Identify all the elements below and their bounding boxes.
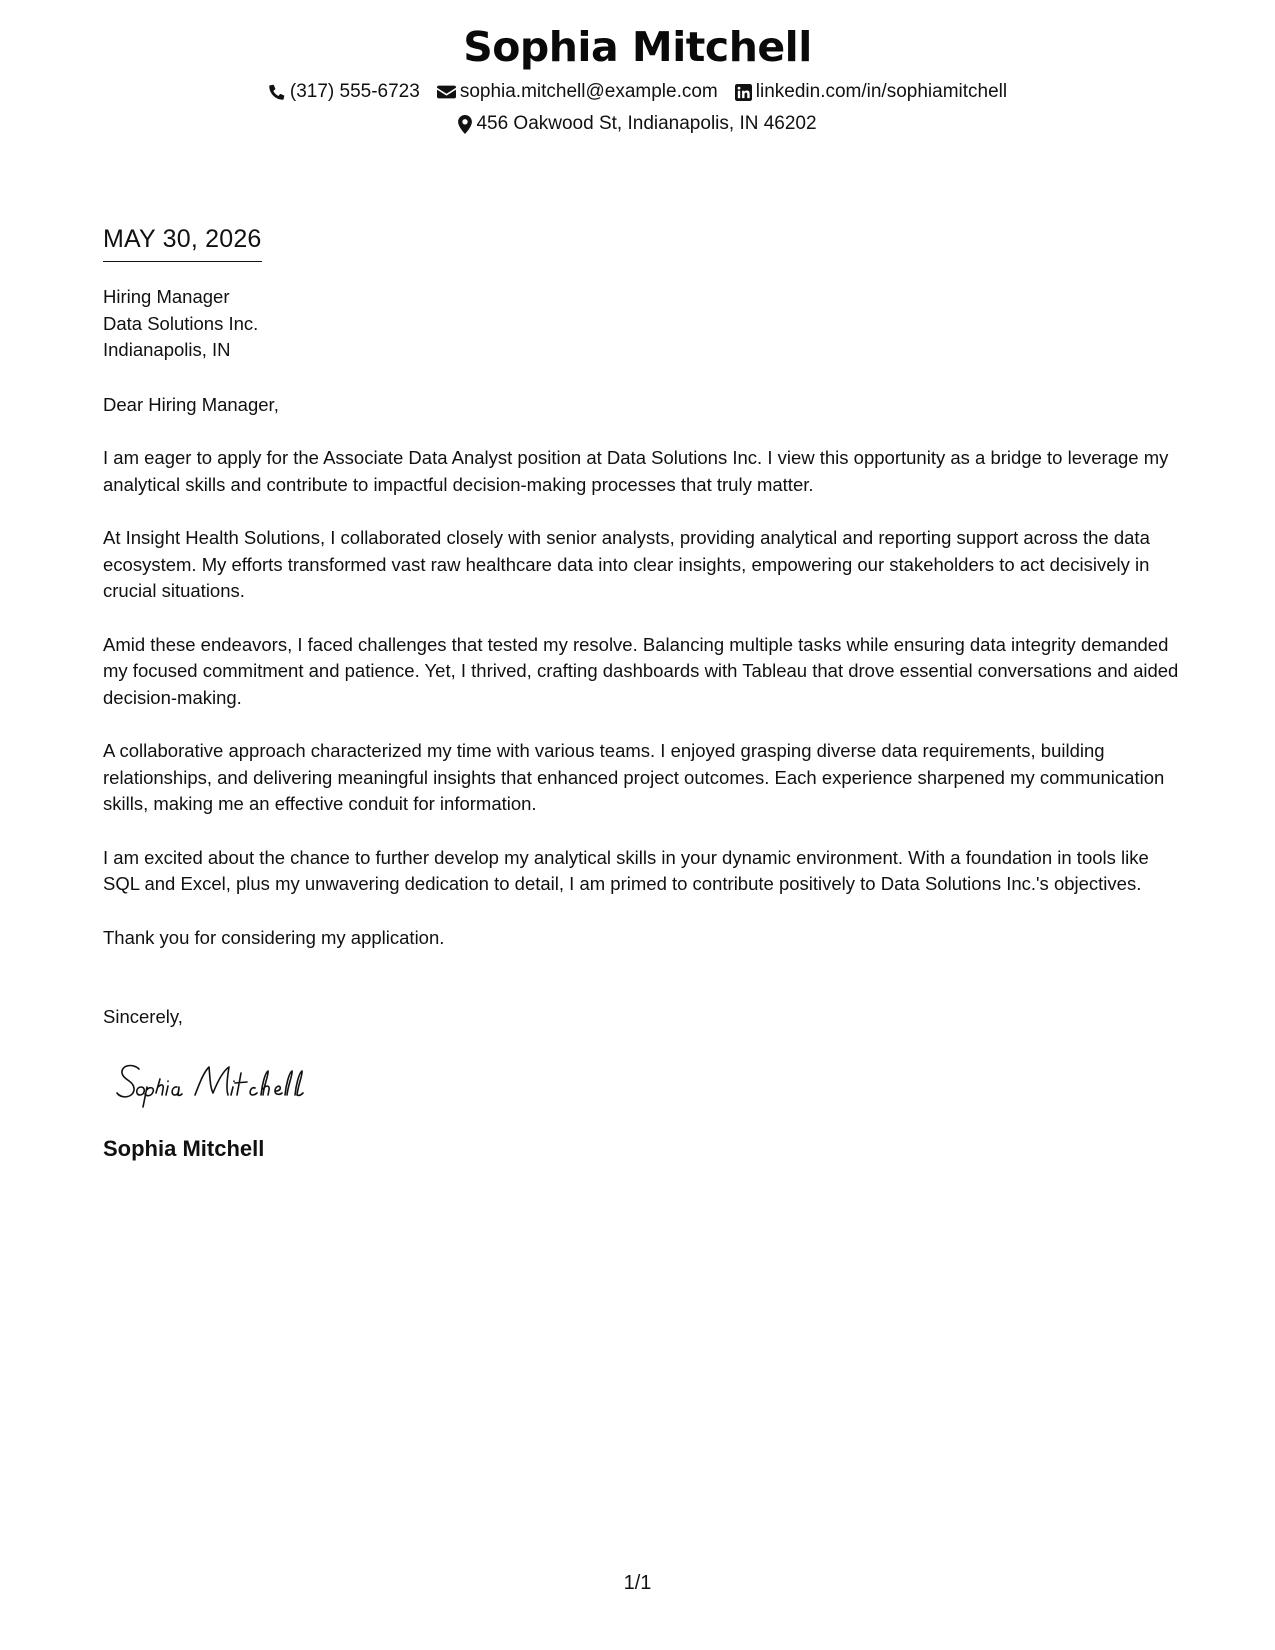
- recipient-company: Data Solutions Inc.: [103, 312, 259, 334]
- salutation: Dear Hiring Manager,: [103, 393, 279, 415]
- contact-email: [437, 80, 718, 104]
- body-paragraph: I am excited about the chance to further develop my analytical skills in your dynamic environment. With a foundation in tools like SQL and Excel, plus my unwavering dedication to detail, I am primed to contribute positively to Data Solutions Inc.'s objectives.: [103, 846, 1149, 894]
- closing: Sincerely,: [103, 1006, 183, 1027]
- recipient-block: [103, 284, 1183, 364]
- contact-line: [0, 80, 1275, 104]
- recipient-location: Indianapolis, IN: [103, 339, 231, 360]
- contact-phone: [268, 80, 420, 104]
- envelope-icon: [437, 84, 456, 100]
- email-address: sophia.mitchell@example.com: [459, 81, 718, 102]
- address-line: [0, 112, 1275, 136]
- phone-icon: [268, 83, 286, 101]
- linkedin-url: linkedin.com/in/sophiamitchell: [755, 81, 1008, 102]
- letter-body: [103, 222, 1183, 1163]
- contact-linkedin: [735, 80, 1007, 104]
- contact-address: [458, 112, 816, 136]
- letter-header: [0, 18, 1275, 136]
- body-paragraph: Thank you for considering my application.: [103, 926, 445, 948]
- letter-date: MAY 30, 2026: [103, 222, 262, 262]
- body-paragraph: At Insight Health Solutions, I collaborated closely with senior analysts, providing analytical and reporting support across the data ecosystem. My efforts transformed vast raw healthcare data into clear insights, empowering our stakeholders to act decisively in crucial situations.: [103, 527, 1150, 601]
- phone-number: (317) 555-6723: [289, 81, 420, 102]
- applicant-name: Sophia Mitchell: [463, 23, 812, 71]
- linkedin-icon: [735, 84, 752, 101]
- body-paragraph: I am eager to apply for the Associate Data Analyst position at Data Solutions Inc. I view this opportunity as a bridge to leverage my analytical skills and contribute to impactful decision-making processes that truly matter.: [103, 447, 1169, 495]
- page-number: 1/1: [623, 1572, 652, 1594]
- map-marker-icon: [458, 115, 472, 134]
- signer-name: Sophia Mitchell: [103, 1135, 265, 1161]
- street-address: 456 Oakwood St, Indianapolis, IN 46202: [476, 113, 817, 134]
- body-paragraph: Amid these endeavors, I faced challenges that tested my resolve. Balancing multiple tasks while ensuring data integrity demanded my focused commitment and patience. Yet, I thrived, crafting dashboards with Tableau that drove essential conversations and aided decision-making.: [103, 633, 1179, 708]
- recipient-title: Hiring Manager: [103, 286, 230, 307]
- body-paragraph: A collaborative approach characterized my time with various teams. I enjoyed grasping diverse data requirements, building relationships, and delivering meaningful insights that enhanced project outcomes. Each experience sharpened my communication skills, making me an effective conduit for information.: [103, 740, 1165, 814]
- handwritten-signature: [111, 1057, 1183, 1113]
